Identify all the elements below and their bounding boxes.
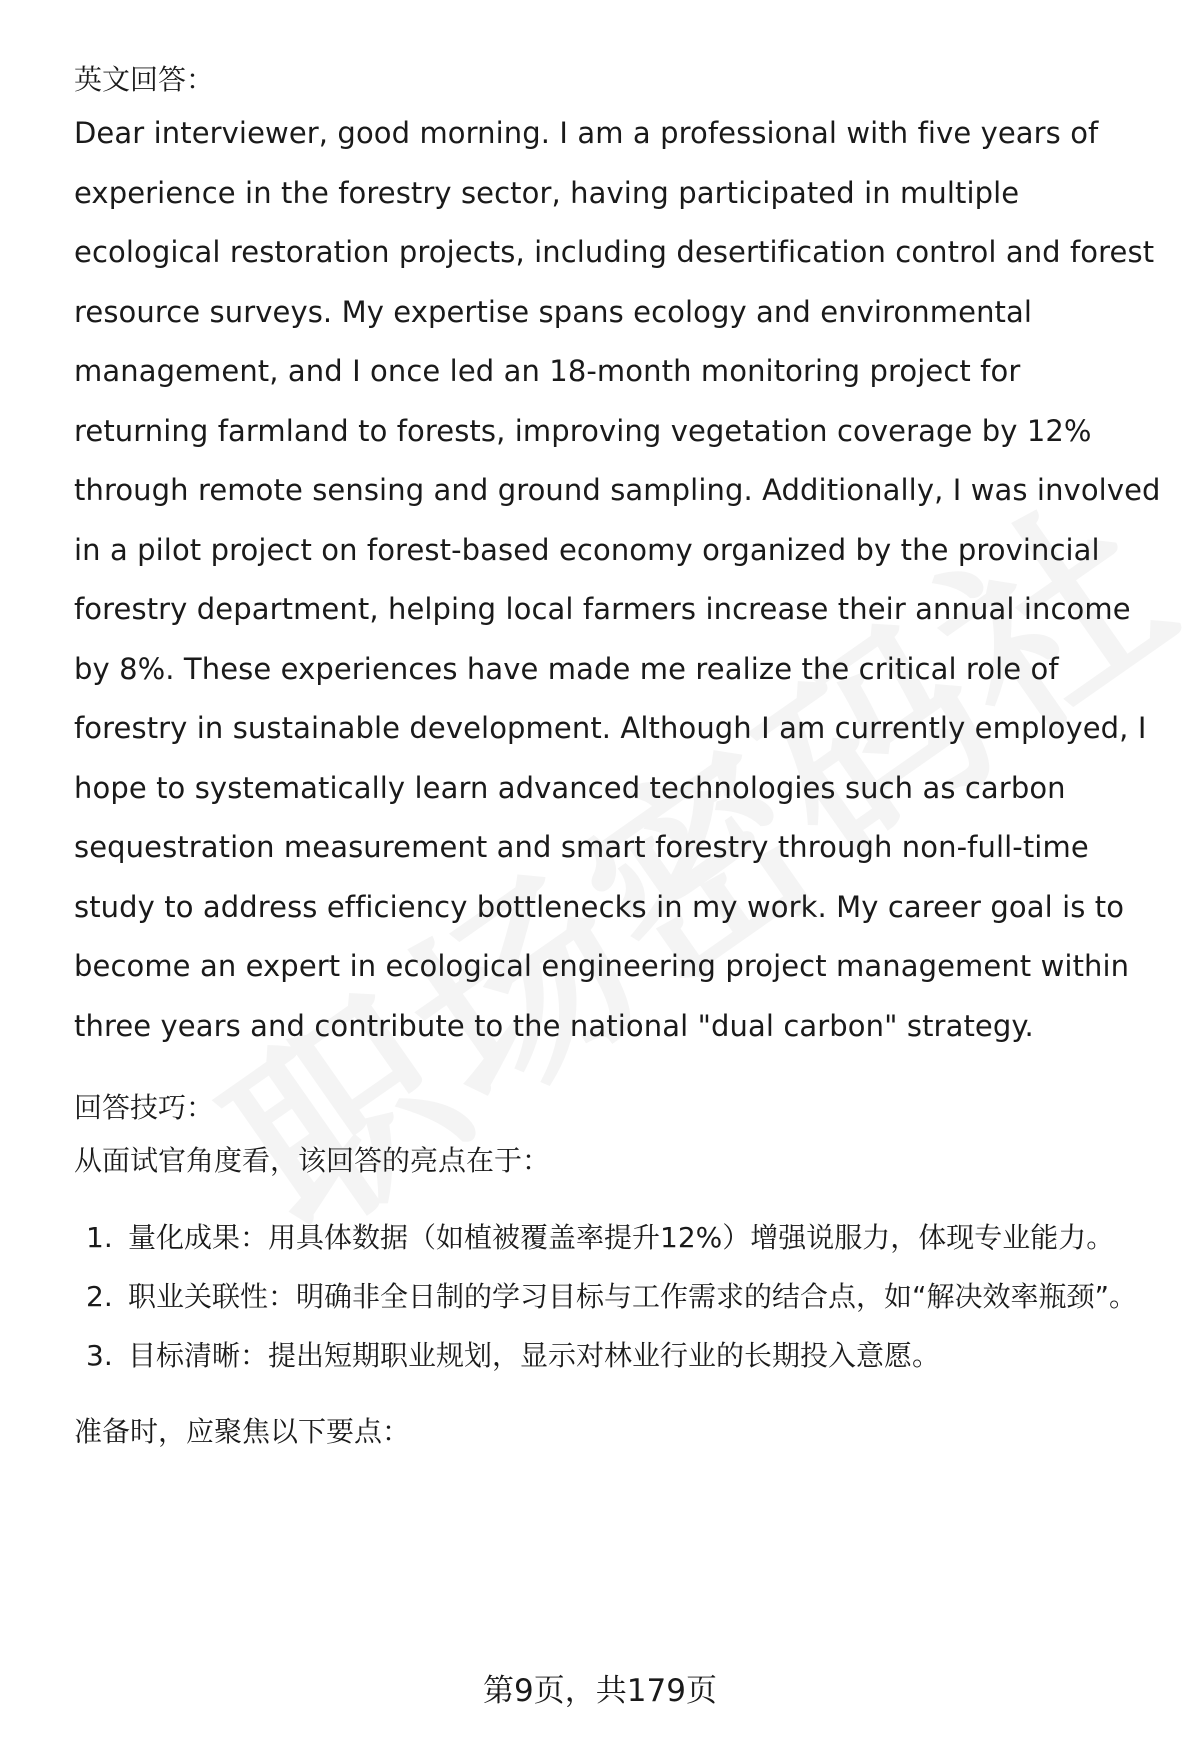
list-text: 职业关联性：明确非全日制的学习目标与工作需求的结合点，如“解决效率瓶颈”。 xyxy=(128,1280,1138,1313)
answer-heading: 英文回答： xyxy=(74,63,215,96)
list-text: 目标清晰：提出短期职业规划，显示对林业行业的长期投入意愿。 xyxy=(128,1339,941,1372)
list-number: 3. xyxy=(86,1339,113,1372)
list-item xyxy=(74,1326,1164,1385)
list-text: 量化成果：用具体数据（如植被覆盖率提升12%）增强说服力，体现专业能力。 xyxy=(128,1221,1115,1254)
list-number: 1. xyxy=(86,1221,113,1254)
prep-line: 准备时，应聚焦以下要点： xyxy=(74,1415,411,1448)
tips-heading: 回答技巧： xyxy=(74,1091,215,1124)
list-number: 2. xyxy=(86,1280,113,1313)
tips-list xyxy=(74,1208,1164,1385)
list-item xyxy=(74,1208,1164,1267)
tips-intro: 从面试官角度看，该回答的亮点在于： xyxy=(74,1144,551,1177)
section-gap xyxy=(74,1056,1164,1084)
page-content xyxy=(74,56,1164,1461)
answer-body: Dear interviewer, good morning. I am a professional with five years of experience in the forestry sector, having participated in multiple ecological restoration projects, including desertification control and forest resource surveys. My expertise spans ecology and environmental management, and I once led an 18-month monitoring project for returning farmland to forests, improving vegetation coverage by 12% through remote sensing and ground sampling. Additionally, I was involved in a pilot project on forest-based economy organized by the provincial forestry department, helping local farmers increase their annual income by 8%. These experiences have made me realize the critical role of forestry in sustainable development. Although I am currently employed, I hope to systematically learn advanced technologies such as carbon sequestration measurement and smart forestry through non-full-time study to address efficiency bottlenecks in my work. My career goal is to become an expert in ecological engineering project management within three years and contribute to the national "dual carbon" strategy. xyxy=(74,116,1161,1043)
list-item xyxy=(74,1267,1164,1326)
page-number: 第9页，共179页 xyxy=(483,1673,717,1709)
